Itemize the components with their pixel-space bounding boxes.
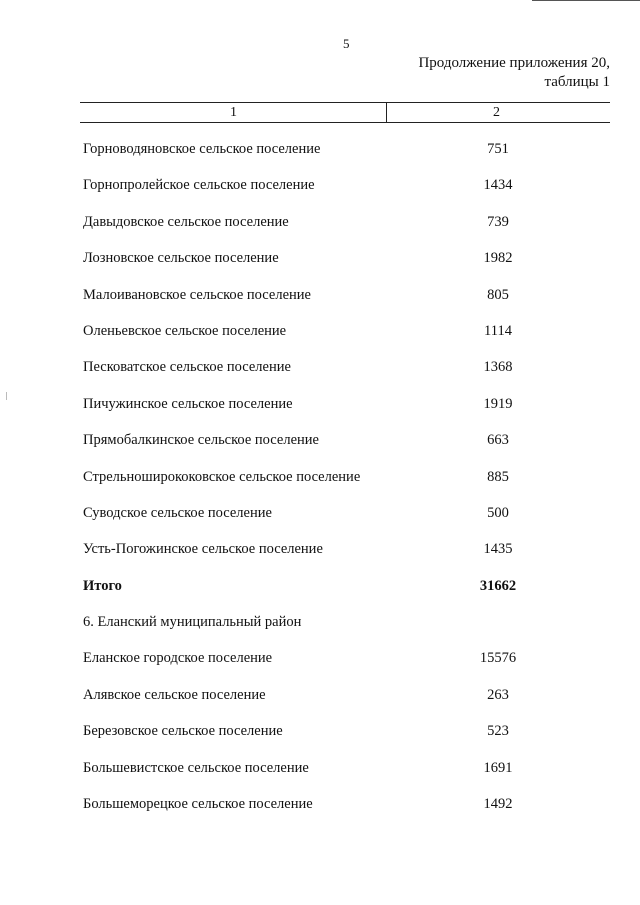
row-name: Большеморецкое сельское поселение [83,796,313,813]
row-name: Алявское сельское поселение [83,686,266,703]
column-header-1: 1 [230,105,237,120]
row-name: Еланское городское поселение [83,650,273,667]
row-value: 1368 [483,359,513,376]
row-value: 739 [487,213,509,230]
table-body [83,131,603,822]
table-row [83,204,603,240]
row-name: Усть-Погожинское сельское поселение [83,541,323,558]
table-row [83,677,603,713]
header-bottom-rule [80,122,610,123]
table-row [83,422,603,458]
table-row [83,167,603,203]
table-row [83,640,603,676]
table-row [83,604,603,640]
row-name: Большевистское сельское поселение [83,759,309,776]
table-row [83,131,603,167]
table-header [80,102,610,124]
row-value: 523 [487,723,509,740]
row-value: 751 [487,141,509,157]
row-name: Малоивановское сельское поселение [83,286,311,303]
table-row [83,386,603,422]
table-row-total [83,568,603,604]
row-name: Оленьевское сельское поселение [83,322,287,339]
row-value: 31662 [479,577,517,594]
row-value: 263 [487,686,509,703]
appendix-caption [418,54,610,92]
table-row [83,713,603,749]
scan-speck [6,392,7,400]
row-name: Стрельноширококовское сельское поселение [83,468,361,485]
top-edge-rule [532,0,640,1]
table-row [83,240,603,276]
row-name: Горнопролейское сельское поселение [83,177,315,194]
table-row [83,531,603,567]
table-row [83,495,603,531]
row-name: Итого [83,577,122,594]
row-name: Песковатское сельское поселение [83,359,291,376]
caption-line-2: таблицы 1 [544,74,610,90]
table-row [83,750,603,786]
row-value: 805 [487,286,509,303]
column-header-2: 2 [493,105,500,120]
row-name: Прямобалкинское сельское поселение [83,432,319,449]
table-row [83,349,603,385]
row-value: 885 [487,468,509,485]
header-column-divider [386,102,387,123]
table-row [83,313,603,349]
row-value: 500 [487,504,509,521]
table-row [83,786,603,822]
row-name: Горноводяновское сельское поселение [83,141,321,157]
row-name: 6. Еланский муниципальный район [83,614,302,631]
row-value: 1434 [483,177,513,194]
row-name: Суводское сельское поселение [83,504,272,521]
row-name: Березовское сельское поселение [83,723,283,740]
row-value: 1691 [483,759,513,776]
row-value: 1982 [483,250,513,267]
row-value: 1114 [484,322,512,339]
row-value: 1492 [483,796,513,813]
row-value: 15576 [479,650,517,667]
header-top-rule [80,102,610,103]
row-name: Лозновское сельское поселение [83,250,279,267]
row-value: 1919 [483,395,513,412]
table-row [83,277,603,313]
caption-line-1: Продолжение приложения 20, [418,55,610,71]
row-name: Пичужинское сельское поселение [83,395,293,412]
row-value: 663 [487,432,509,449]
row-value: 1435 [483,541,513,558]
row-name: Давыдовское сельское поселение [83,213,289,230]
table-row [83,459,603,495]
page-number: 5 [343,36,350,51]
